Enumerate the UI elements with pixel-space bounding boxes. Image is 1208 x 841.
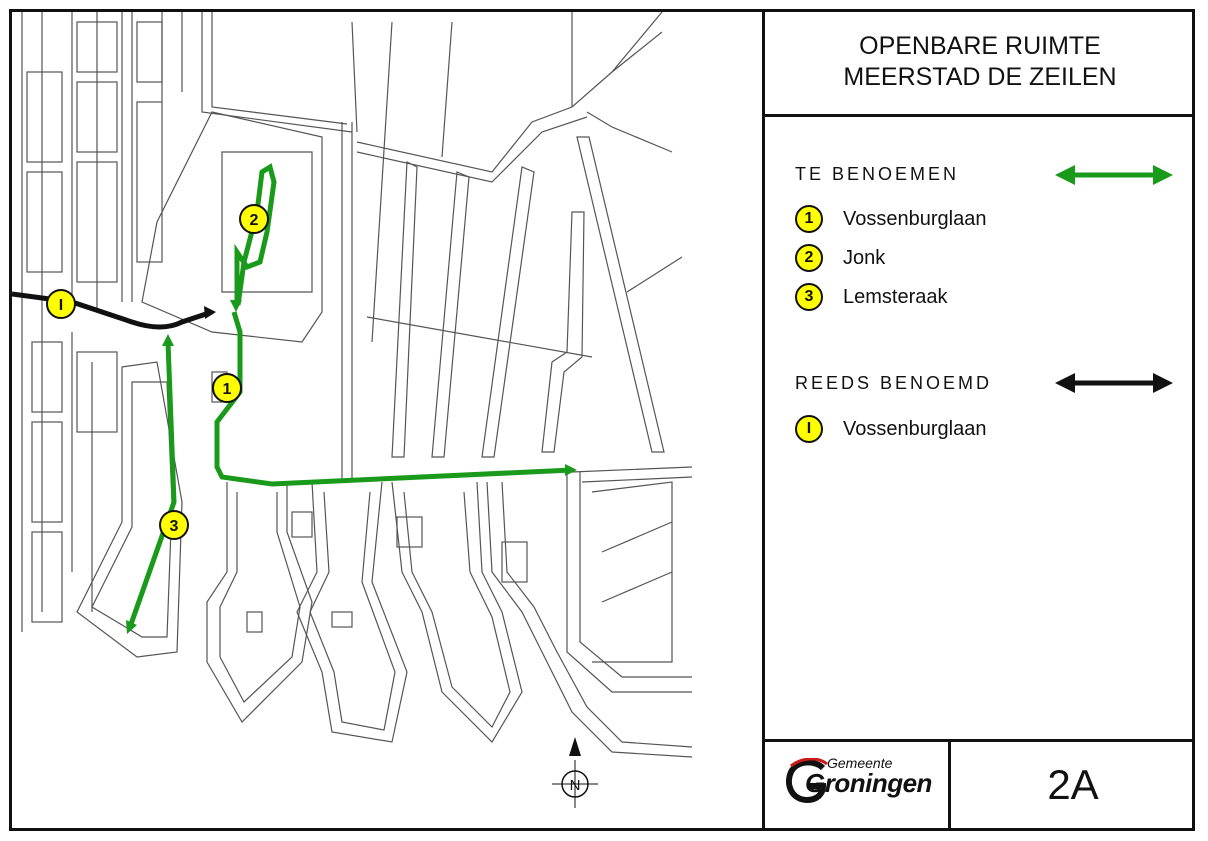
svg-text:3: 3	[169, 518, 179, 535]
svg-text:1: 1	[222, 381, 232, 398]
title-line-2: MEERSTAD DE ZEILEN	[843, 62, 1117, 91]
title-block-footer	[765, 739, 1195, 828]
badge-3: 3	[795, 283, 823, 311]
logo-text-groningen: Groningen	[805, 768, 932, 798]
legend-item-1	[795, 205, 986, 233]
title-line-1: OPENBARE RUIMTE	[859, 31, 1101, 60]
legend-label-2: Jonk	[843, 246, 886, 269]
marker-2[interactable]	[240, 205, 268, 233]
north-arrow-icon	[552, 737, 598, 808]
badge-2: 2	[795, 244, 823, 272]
legend-label-3: Lemsteraak	[843, 285, 948, 308]
map-area	[12, 12, 762, 828]
badge-I: I	[795, 415, 823, 443]
badge-1: 1	[795, 205, 823, 233]
legend-label-1: Vossenburglaan	[843, 207, 987, 230]
legend-item-I	[795, 415, 986, 443]
legend-heading-te-benoemen: TE BENOEMEN	[795, 164, 960, 184]
legend-item-2	[795, 244, 885, 272]
legend-heading-reeds-benoemd: REEDS BENOEMD	[795, 373, 993, 393]
black-double-arrow-icon	[1055, 371, 1173, 395]
green-double-arrow-icon	[1055, 163, 1173, 187]
route-arrowhead	[204, 306, 216, 319]
sheet-code: 2A	[1047, 761, 1099, 808]
svg-text:I: I	[58, 297, 64, 314]
legend-panel	[762, 9, 1195, 831]
marker-3[interactable]	[160, 511, 188, 539]
map-title	[765, 9, 1195, 117]
marker-I[interactable]	[47, 290, 75, 318]
map-canvas	[12, 12, 762, 828]
legend-item-3	[795, 283, 948, 311]
map-lines	[22, 12, 692, 757]
marker-1[interactable]	[213, 374, 241, 402]
logo-text-gemeente: Gemeente	[827, 755, 893, 771]
legend-label-I: Vossenburglaan	[843, 417, 987, 440]
svg-text:N: N	[569, 777, 581, 794]
gemeente-groningen-logo	[765, 742, 951, 828]
svg-text:2: 2	[249, 212, 259, 229]
